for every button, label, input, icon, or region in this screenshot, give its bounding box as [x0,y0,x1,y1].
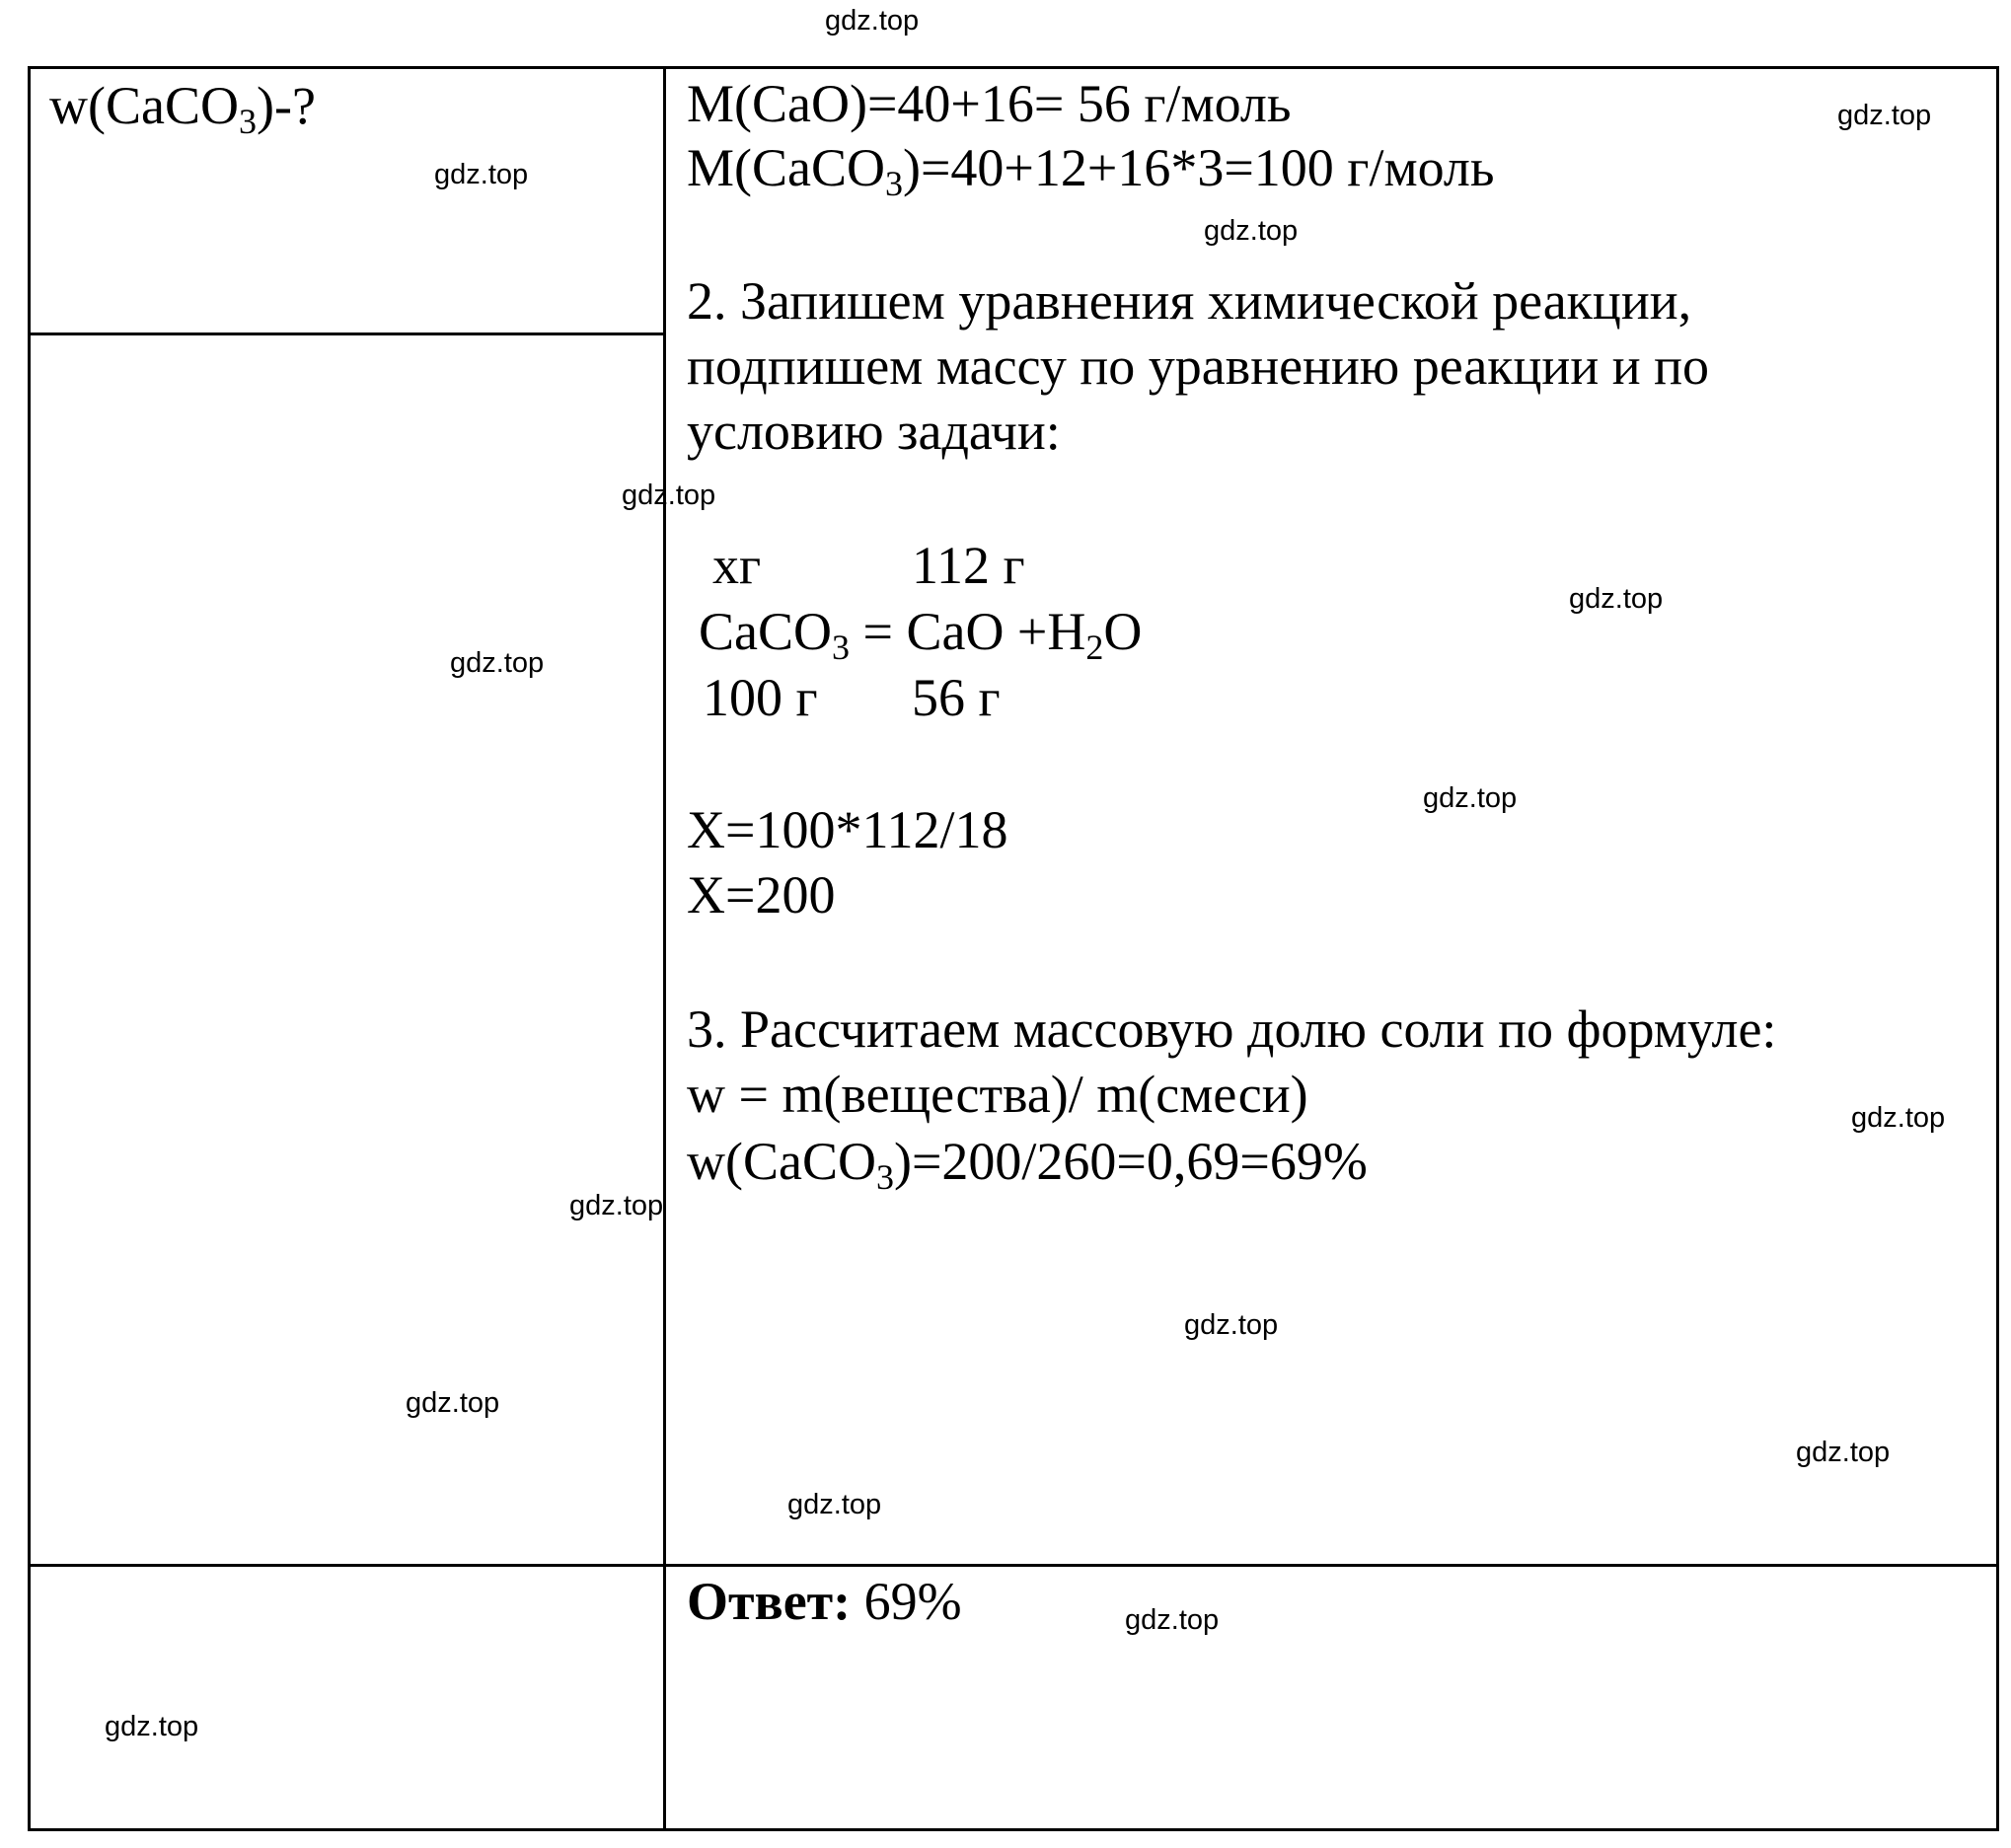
watermark: gdz.top [1204,215,1299,247]
watermark: gdz.top [450,647,545,679]
answer-label: Ответ: [687,1572,852,1631]
watermark: gdz.top [1837,100,1932,131]
watermark: gdz.top [406,1387,500,1419]
given-divider [28,333,665,335]
step2-line3: условию задачи: [687,402,1061,461]
watermark: gdz.top [1423,782,1518,814]
step3-line2: w = m(вещества)/ m(смеси) [687,1065,1308,1124]
watermark: gdz.top [569,1190,664,1221]
answer-divider [28,1564,1999,1567]
watermark: gdz.top [1851,1102,1946,1134]
watermark: gdz.top [825,5,920,37]
watermark: gdz.top [105,1711,199,1742]
watermark: gdz.top [622,480,716,511]
answer-value: 69% [851,1572,962,1631]
calc-line2: X=200 [687,865,836,924]
equation-bottom-100: 100 г [703,668,818,727]
equation-bottom-56: 56 г [912,668,1001,727]
molar-mass-caco3: M(CaCO$_3$)=40+12+16*3=100 г/моль [687,138,1495,203]
equation-main: CaCO$_3$ = CaO $+H_2O$ [699,602,1143,667]
step2-line2: подпишем массу по уравнению реакции и по [687,336,1710,396]
equation-top-mass: 112 г [912,536,1025,595]
watermark: gdz.top [1125,1604,1220,1636]
step3-line1: 3. Рассчитаем массовую долю соли по формуле: [687,999,1777,1059]
given-text: w(CaCO$_3$)-? [49,76,316,141]
answer-text [687,1569,962,1634]
molar-mass-cao: M(CaO)=40+16= 56 г/моль [687,74,1292,133]
step3-result: w(CaCO$_3$)=200/260=0,69=69% [687,1132,1368,1197]
step2-line1: 2. Запишем уравнения химической реакции, [687,271,1692,331]
watermark: gdz.top [1184,1309,1279,1341]
equation-top-x: xг [712,536,762,595]
watermark: gdz.top [434,159,529,190]
watermark: gdz.top [1796,1437,1891,1468]
watermark: gdz.top [1569,583,1664,615]
watermark: gdz.top [787,1489,882,1520]
calc-line1: X=100*112/18 [687,800,1008,859]
